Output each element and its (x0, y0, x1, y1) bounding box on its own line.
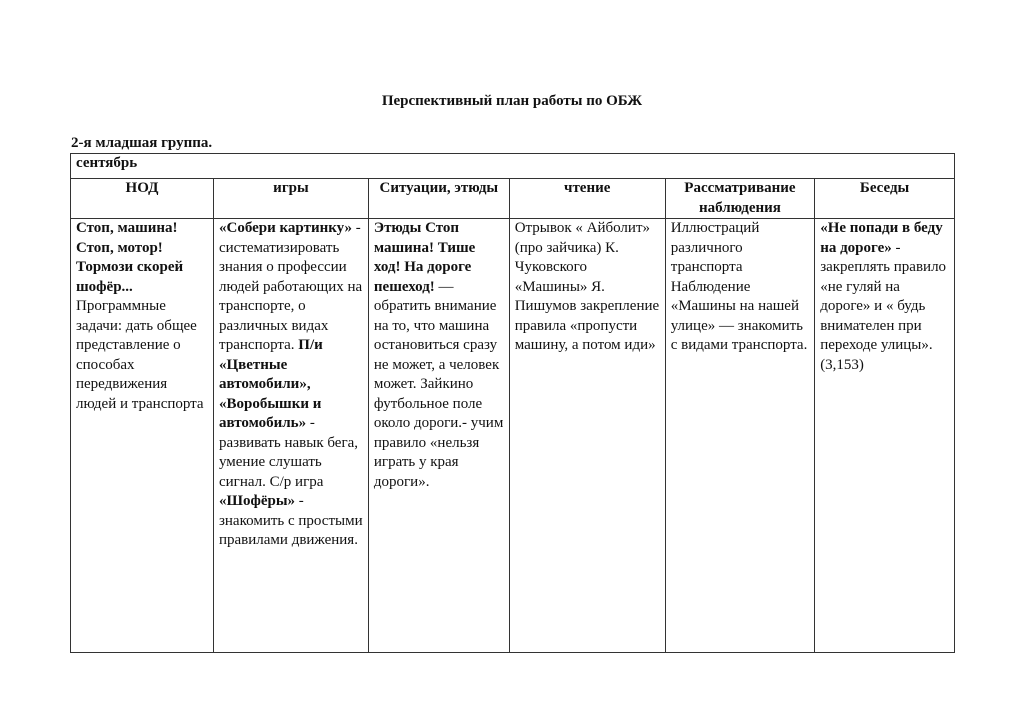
games-title-2: П/и «Цветные автомобили», «Воробышки и автомобиль» (218, 337, 323, 431)
cell-reading: Отрывок « Айболит» (про зайчика) К. Чуковского «Машины» Я. Пишумов закрепление правила «пропусти машину, а потом иди» (509, 219, 665, 653)
table-row (71, 219, 955, 653)
nod-topic: Стоп, машина! Стоп, мотор! Тормози скорей шофёр... (76, 220, 184, 295)
talks-text: - закреплять правило «не гуляй на дороге» и « будь внимателен при переходе улицы». (3,153) (820, 239, 947, 373)
column-header-reading: чтение (509, 179, 665, 219)
games-text-3: - знакомить с простыми правилами движения. (218, 493, 363, 548)
group-title: 2-я младшая группа. (71, 135, 213, 151)
cell-talks (815, 219, 955, 653)
column-header-games: игры (213, 179, 368, 219)
situations-title: Этюды Стоп машина! Тише ход! На дороге пешеход! (373, 220, 476, 295)
column-header-nod: НОД (71, 179, 214, 219)
header-row (71, 179, 955, 219)
games-title-3: «Шофёры» (218, 493, 296, 509)
cell-observation: Иллюстраций различного транспорта Наблюдение «Машины на нашей улице» — знакомить с видами транспорта. (665, 219, 814, 653)
situations-text: — обратить внимание на то, что машина остановиться сразу не может, а человек может. Зайкино футбольное поле около дороги.- учим правило «нельзя играть у края дороги». (373, 278, 504, 490)
games-text-2: - развивать навык бега, умение слушать сигнал. С/р игра (218, 415, 359, 490)
month-row (71, 154, 955, 179)
column-header-observation: Рассматривание наблюдения (665, 179, 814, 219)
games-title-1: «Собери картинку» (218, 220, 353, 236)
page-title: Перспективный план работы по ОБЖ (381, 93, 643, 109)
cell-situations (368, 219, 509, 653)
cell-nod (71, 219, 214, 653)
plan-table (70, 153, 955, 653)
month-cell: сентябрь (71, 154, 955, 179)
column-header-situations: Ситуации, этюды (368, 179, 509, 219)
nod-text: Программные задачи: дать общее представление о способах передвижения людей и транспорта (76, 298, 204, 412)
games-text-1: - систематизировать знания о профессии людей работающих на транспорте, о различных видах транспорта. (218, 220, 363, 353)
talks-title: «Не попади в беду на дороге» (820, 220, 943, 256)
cell-games (213, 219, 368, 653)
column-header-talks: Беседы (815, 179, 955, 219)
